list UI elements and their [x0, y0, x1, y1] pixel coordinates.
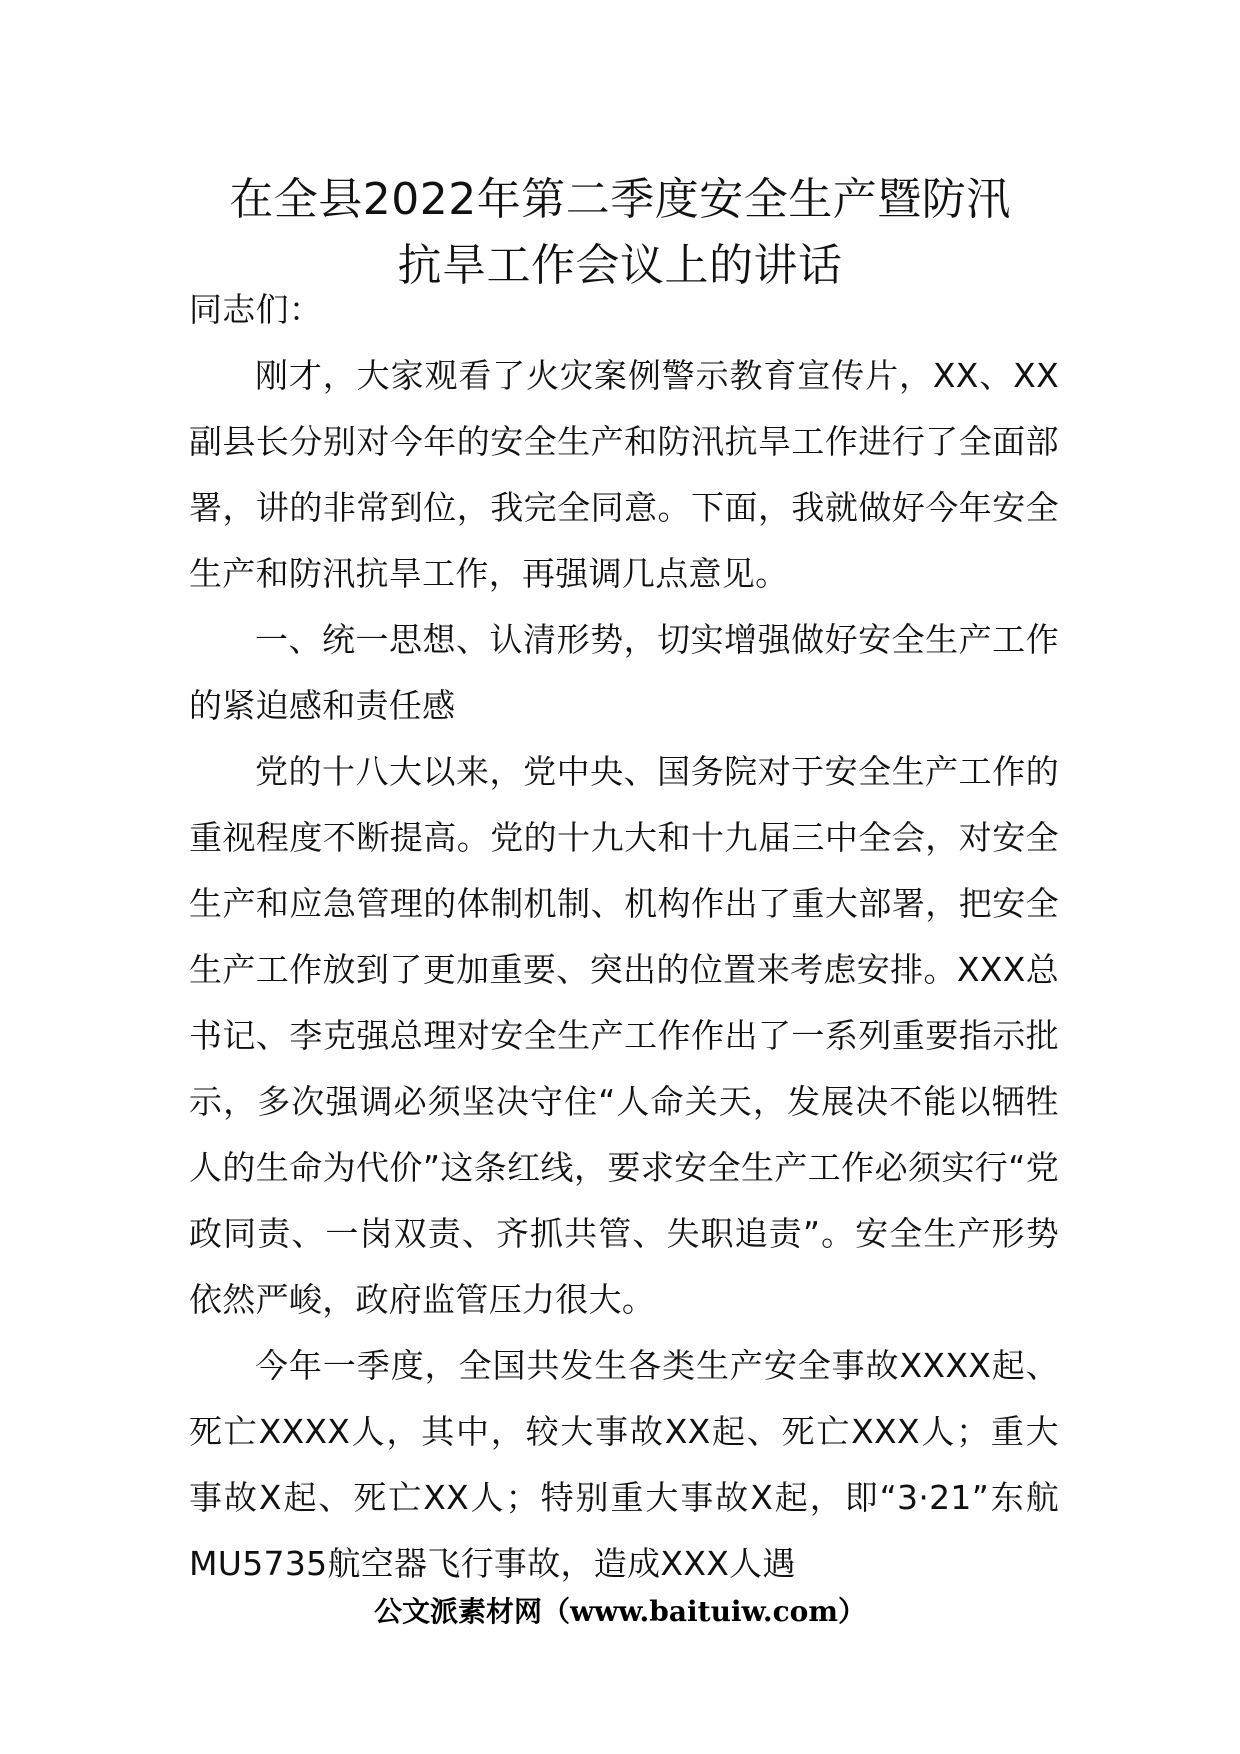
document-title-line-1: 在全县2022年第二季度安全生产暨防汛 — [229, 174, 1011, 225]
footer-watermark: 公文派素材网（www.baituiw.com） — [374, 1595, 866, 1628]
section-heading-1: 一、统一思想、认清形势，切实增强做好安全生产工作的紧迫感和责任感 — [189, 620, 1059, 725]
paragraph-first-quarter: 今年一季度，全国共发生各类生产安全事故XXXX起、死亡XXXX人，其中，较大事故XX起、死亡XXX人；重大事故X起、死亡XX人；特别重大事故X起，即“3·21”东航MU5735航空器飞行事故，造成XXX人遇 — [189, 1346, 1059, 1583]
document-title-line-2: 抗旱工作会议上的讲话 — [397, 240, 843, 291]
paragraph-intro: 刚才，大家观看了火灾案例警示教育宣传片，XX、XX副县长分别对今年的安全生产和防汛抗旱工作进行了全面部署，讲的非常到位，我完全同意。下面，我就做好今年安全生产和防汛抗旱工作，再强调几点意见。 — [189, 356, 1059, 593]
salutation: 同志们： — [189, 290, 323, 329]
document-body — [189, 277, 1059, 1597]
paragraph-party-central: 党的十八大以来，党中央、国务院对于安全生产工作的重视程度不断提高。党的十九大和十九届三中全会，对安全生产和应急管理的体制机制、机构作出了重大部署，把安全生产工作放到了更加重要、突出的位置来考虑安排。XXX总书记、李克强总理对安全生产工作作出了一系列重要指示批示，多次强调必须坚决守住“人命关天，发展决不能以牺牲人的生命为代价”这条红线，要求安全生产工作必须实行“党政同责、一岗双责、齐抓共管、失职追责”。安全生产形势依然严峻，政府监管压力很大。 — [189, 752, 1059, 1319]
